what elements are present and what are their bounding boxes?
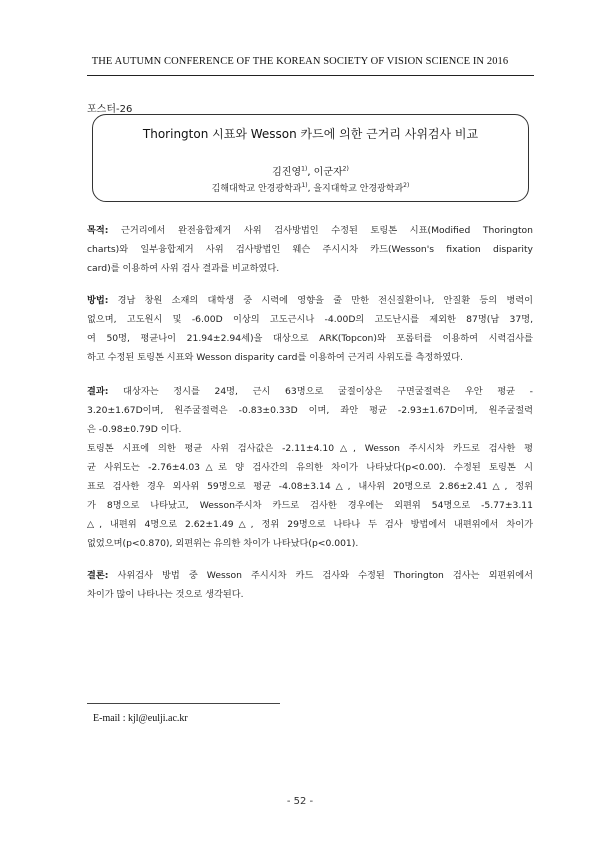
- paragraph-line: [87, 382, 533, 401]
- affiliation-mark: 1): [301, 182, 308, 189]
- paragraph-line: 차이가 많이 나타나는 것으로 생각된다.: [87, 589, 244, 600]
- poster-id: 포스터-26: [87, 104, 133, 115]
- section-label: 결과:: [87, 386, 109, 397]
- paragraph-line: charts)와 일부융합제거 사위 검사방법인 웨슨 주시시차 카드(Wesson's fixation disparity: [87, 244, 533, 255]
- line-text: 근거리에서 완전융합제거 사위 검사방법인 수정된 토링톤 시표(Modified Thorington: [108, 225, 533, 236]
- paragraph-line: [87, 221, 533, 240]
- section-label: 결론:: [87, 570, 109, 581]
- footnote-rule: [87, 703, 280, 704]
- paragraph-line: 없으며, 고도원시 및 -6.00D 이상의 고도근시나 -4.00D의 고도난시를 제외한 87명(남 37명,: [87, 314, 533, 325]
- paragraph-line: 하고 수정된 토링톤 시표와 Wesson disparity card를 이용하여 근거리 사위도를 측정하였다.: [87, 352, 463, 363]
- paragraph-line: △, 내편위 4명으로 2.62±1.49△, 정위 29명으로 나타나 두 검사 방법에서 내편위에서 차이가: [87, 519, 533, 530]
- results-section: [87, 382, 533, 553]
- purpose-section: [87, 221, 533, 278]
- author-affil-mark: 1): [301, 165, 308, 173]
- author-affil-mark: 2): [342, 165, 349, 173]
- affiliation-mark: 2): [403, 182, 410, 189]
- paragraph-line: [87, 291, 533, 310]
- paragraph-line: 은 -0.98±0.79D 이다.: [87, 424, 182, 435]
- conference-header: THE AUTUMN CONFERENCE OF THE KOREAN SOCIETY OF VISION SCIENCE IN 2016: [91, 56, 509, 67]
- paragraph-line: [87, 566, 533, 585]
- line-text: 사위검사 방법 중 Wesson 주시시차 카드 검사와 수정된 Thorington 검사는 외편위에서: [108, 570, 533, 581]
- conclusion-section: [87, 566, 533, 604]
- contact-email: E-mail : kjl@eulji.ac.kr: [93, 713, 188, 724]
- section-label: 목적:: [87, 225, 109, 236]
- paragraph-line: card)를 이용하여 사위 검사 결과를 비교하였다.: [87, 263, 280, 274]
- affiliation: 을지대학교 안경광학과: [313, 184, 404, 194]
- author-name: 김진영: [272, 167, 302, 178]
- paper-title: Thorington 시표와 Wesson 카드에 의한 근거리 사위검사 비교: [142, 127, 479, 141]
- section-label: 방법:: [87, 295, 109, 306]
- author-separator: ,: [307, 167, 314, 178]
- paragraph-line: 없었으며(p<0.870), 외편위는 유의한 차이가 나타났다(p<0.001).: [87, 538, 359, 549]
- title-box: [92, 114, 529, 202]
- paragraph-line: 3.20±1.67D이며, 원주굴절력은 -0.83±0.33D 이며, 좌안 평균 -2.93±1.67D이며, 원주굴절력: [87, 405, 533, 416]
- affiliation: 김해대학교 안경광학과: [211, 184, 302, 194]
- paragraph-line: 표로 검사한 경우 외사위 59명으로 평균 -4.08±3.14△, 내사위 20명으로 2.86±2.41△, 정위: [87, 481, 533, 492]
- paragraph-line: 토링톤 시표에 의한 평균 사위 검사값은 -2.11±4.10△, Wesson 주시시차 카드로 검사한 평: [87, 443, 533, 454]
- paragraph-line: 균 사위도는 -2.76±4.03△로 양 검사간의 유의한 차이가 나타났다(p<0.00). 수정된 토링톤 시: [87, 462, 533, 473]
- authors: [93, 163, 528, 178]
- page-number: - 52 -: [286, 796, 314, 807]
- paragraph-line: 여 50명, 평균나이 21.94±2.94세)을 대상으로 ARK(Topcon)와 포롭터를 이용하여 시력검사를: [87, 333, 533, 344]
- author-name: 이군자: [313, 167, 343, 178]
- paragraph-line: 가 8명으로 나타났고, Wesson주시차 카드로 검사한 경우에는 외편위 54명으로 -5.77±3.11: [87, 500, 533, 511]
- affiliations: [93, 181, 528, 194]
- line-text: 대상자는 정시를 24명, 근시 63명으로 굴절이상은 구면굴절력은 우안 평균 -: [108, 386, 533, 397]
- method-section: [87, 291, 533, 367]
- line-text: 경남 창원 소재의 대학생 중 시력에 영향을 줄 만한 전신질환이나, 안질환 등의 병력이: [108, 295, 533, 306]
- header-rule: [87, 75, 534, 76]
- affiliation-separator: ,: [307, 184, 314, 194]
